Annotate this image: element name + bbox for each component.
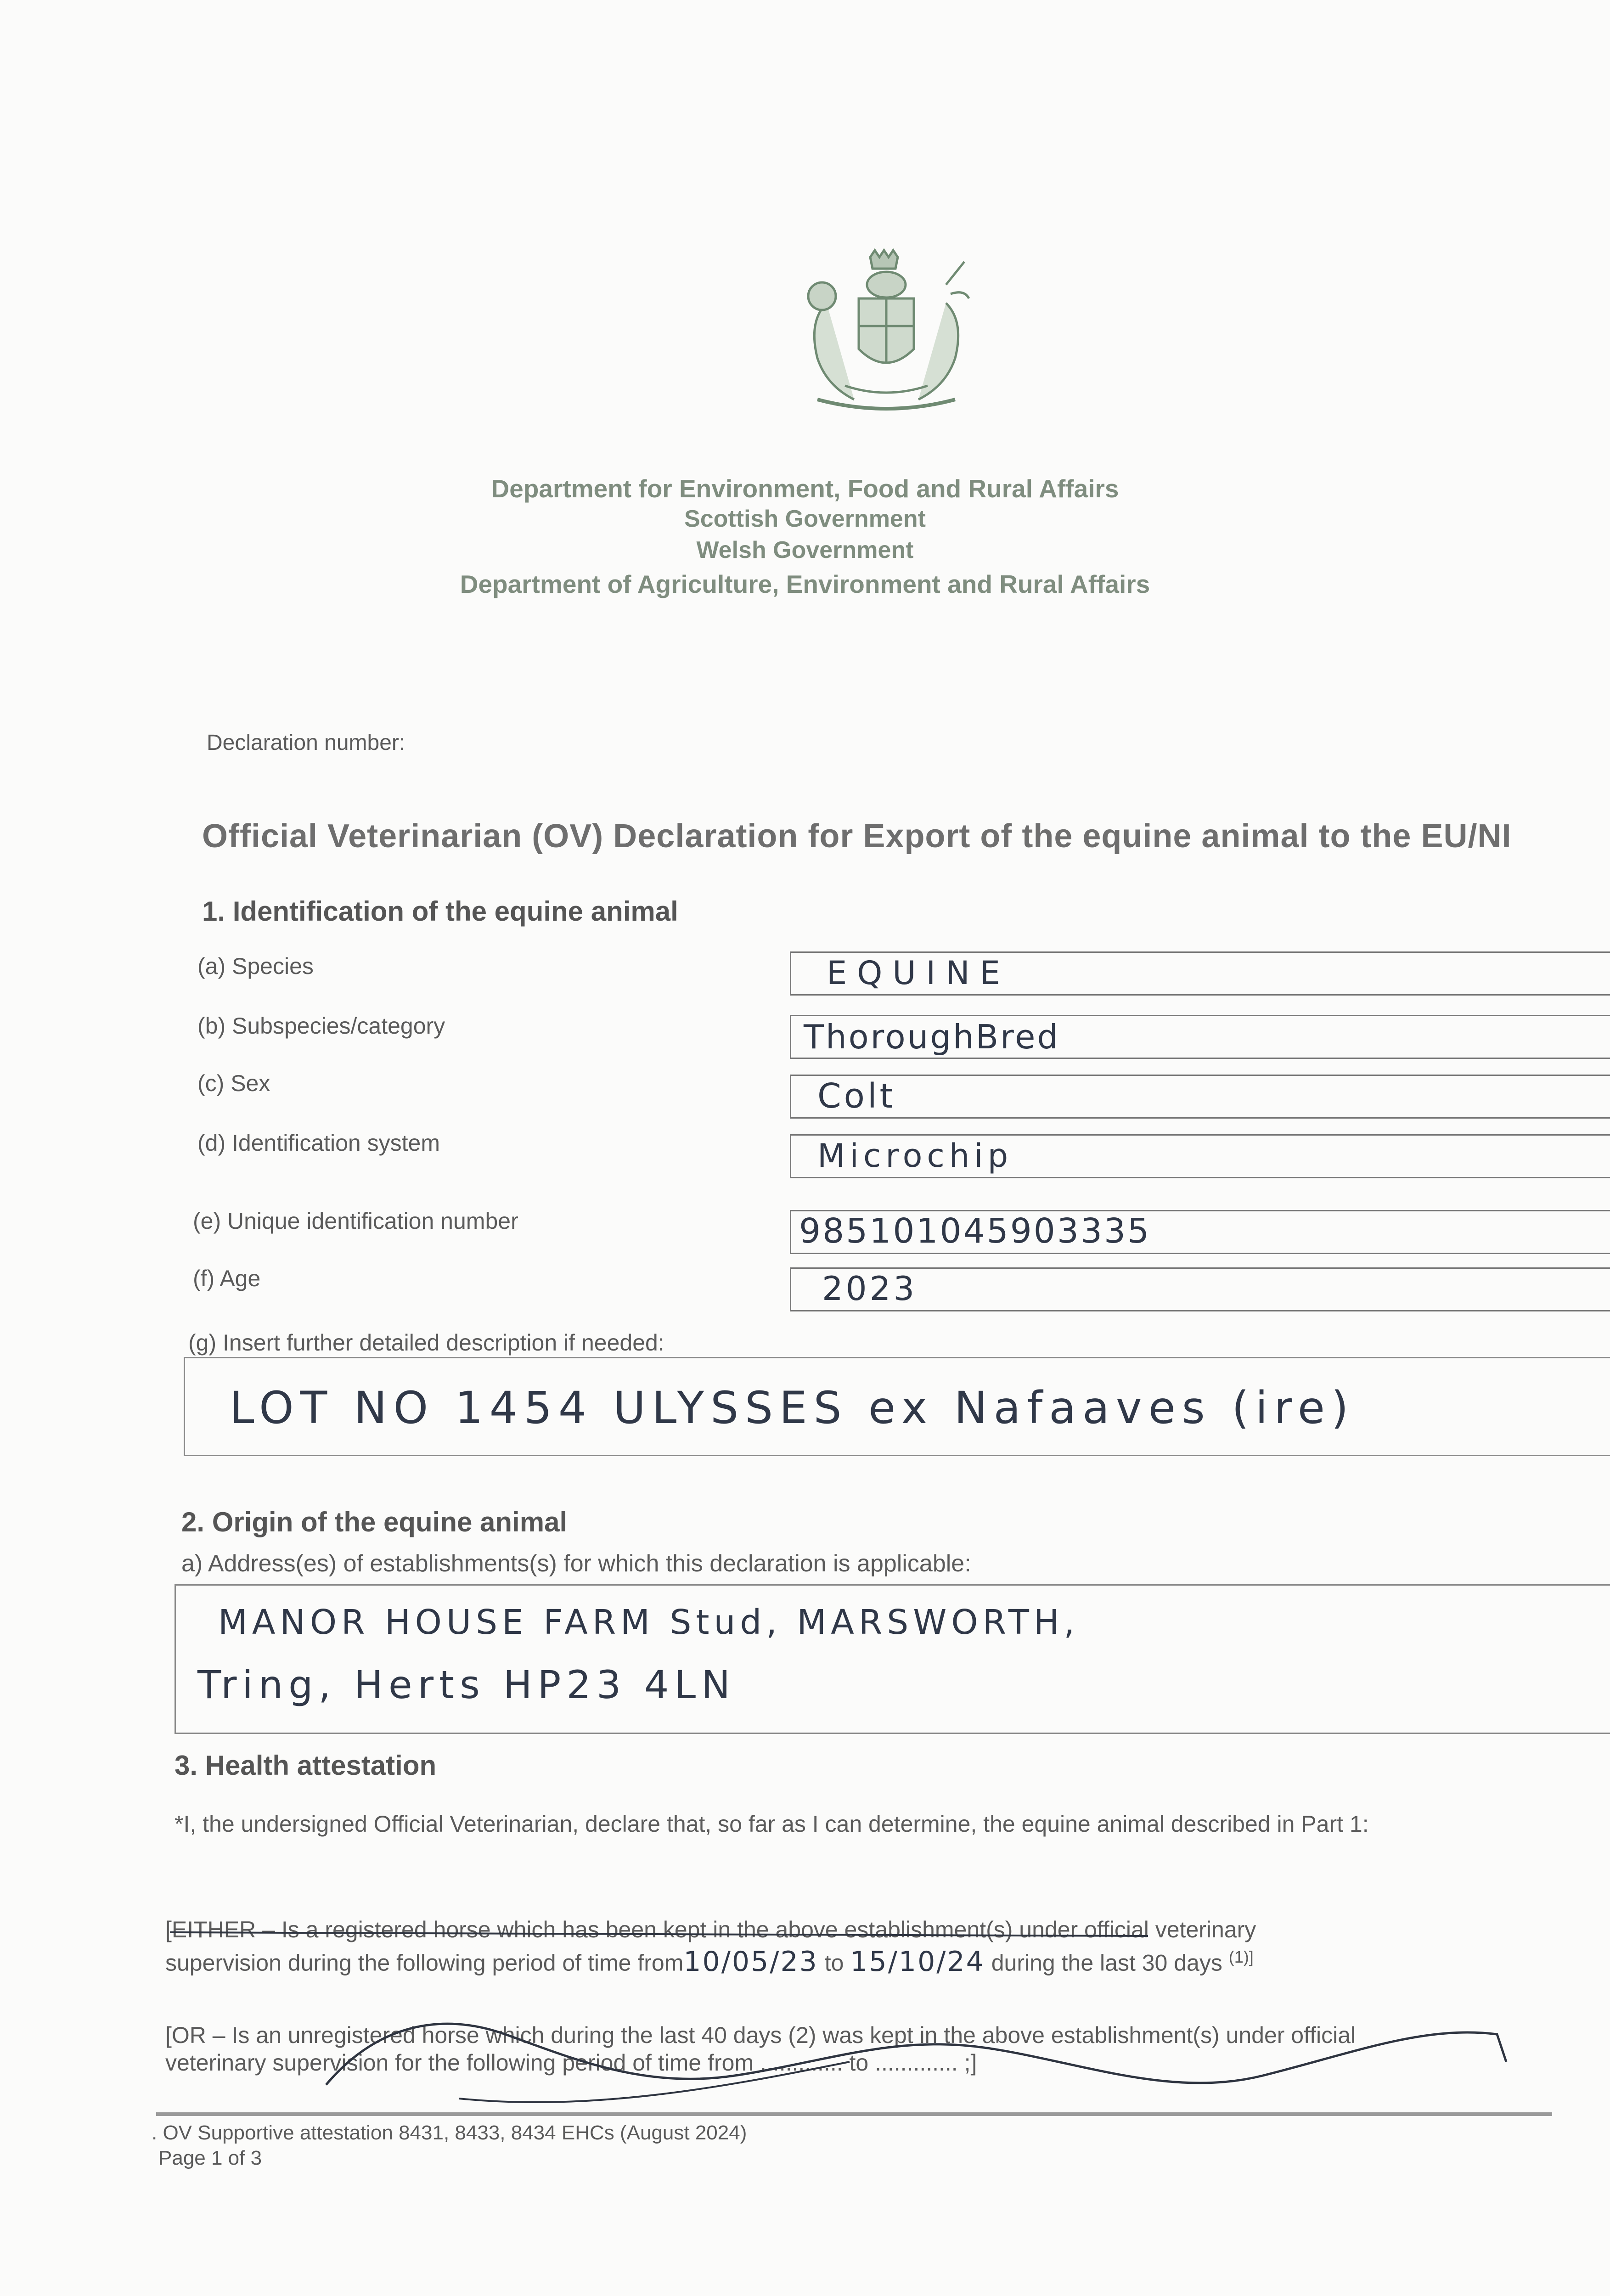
- section3-heading: 3. Health attestation: [175, 1750, 437, 1781]
- either-line1: [EITHER – Is a registered horse which has been kept in the above establishment(s) under official veterinary: [165, 1917, 1256, 1942]
- either-to-date: 15/10/24: [850, 1945, 985, 1978]
- address-line1: MANOR HOUSE FARM Stud, MARSWORTH,: [218, 1603, 1080, 1642]
- footer-rule: [156, 2112, 1552, 2116]
- declaration-number-label: Declaration number:: [207, 731, 405, 755]
- address-label: a) Address(es) of establishments(s) for which this declaration is applicable:: [181, 1550, 971, 1577]
- or-line2: veterinary supervision for the following period of time from ............. to ............. ;]: [165, 2050, 977, 2076]
- either-suffix: during the last 30 days: [991, 1950, 1222, 1976]
- royal-coat-of-arms-logo: [790, 248, 983, 422]
- sex-value: Colt: [817, 1076, 896, 1116]
- unique-id-label: (e) Unique identification number: [193, 1208, 518, 1234]
- further-description-label: (g) Insert further detailed description if needed:: [188, 1330, 664, 1356]
- dept-welsh-government: Welsh Government: [696, 537, 914, 563]
- health-attestation-intro: *I, the undersigned Official Veterinarian, declare that, so far as I can determine, the equine animal described in Part 1:: [175, 1811, 1369, 1837]
- either-mid: to: [824, 1950, 844, 1976]
- sex-field: [790, 1075, 1610, 1119]
- or-scribble-strikethrough: [321, 2007, 1538, 2108]
- species-value: EQUINE: [827, 954, 1010, 992]
- sex-label: (c) Sex: [197, 1070, 270, 1096]
- page-title: Official Veterinarian (OV) Declaration for Export of the equine animal to the EU/NI: [202, 818, 1512, 855]
- either-footnote: (1)]: [1228, 1947, 1254, 1966]
- either-line2-prefix: supervision during the following period of time from: [165, 1950, 684, 1976]
- or-line1: [OR – Is an unregistered horse which during the last 40 days (2) was kept in the above establishment(s) under official: [165, 2022, 1356, 2048]
- dept-scottish-government: Scottish Government: [684, 506, 926, 532]
- either-line2: [165, 1942, 1610, 1978]
- identification-system-label: (d) Identification system: [197, 1130, 440, 1156]
- footer-page-number: Page 1 of 3: [158, 2147, 262, 2169]
- section2-heading: 2. Origin of the equine animal: [181, 1507, 568, 1537]
- subspecies-label: (b) Subspecies/category: [197, 1013, 445, 1039]
- unique-id-value: 985101045903335: [799, 1211, 1151, 1251]
- further-description-value: LOT NO 1454 ULYSSES ex Nafaaves (ire): [230, 1382, 1355, 1434]
- section1-heading: 1. Identification of the equine animal: [202, 896, 678, 927]
- address-line2: Tring, Herts HP23 4LN: [197, 1662, 736, 1707]
- either-from-date: 10/05/23: [683, 1945, 818, 1978]
- footer-attestation: . OV Supportive attestation 8431, 8433, 8434 EHCs (August 2024): [152, 2122, 747, 2144]
- dept-daera: Department of Agriculture, Environment and Rural Affairs: [460, 570, 1150, 598]
- subspecies-value: ThoroughBred: [804, 1018, 1060, 1056]
- age-value: 2023: [822, 1269, 918, 1308]
- age-label: (f) Age: [193, 1266, 261, 1291]
- species-label: (a) Species: [197, 953, 314, 979]
- dept-defra: Department for Environment, Food and Rural Affairs: [491, 474, 1119, 503]
- identification-system-value: Microchip: [817, 1137, 1013, 1175]
